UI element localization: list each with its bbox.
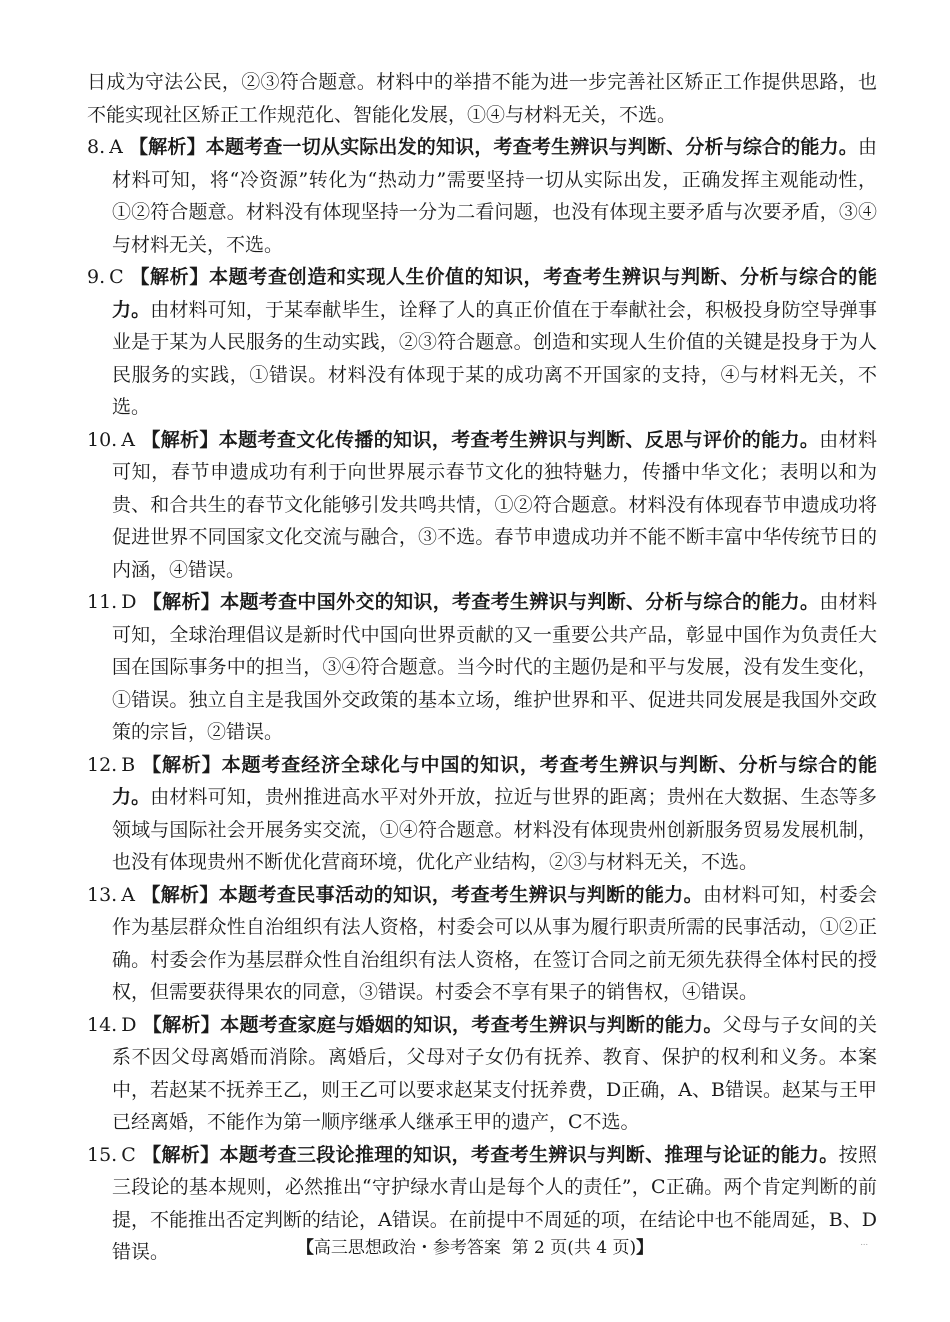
footer-title: 高三思想政治・参考答案 bbox=[313, 1238, 501, 1258]
page-footer bbox=[0, 1233, 950, 1258]
item-body: 由材料可知，春节申遗成功有利于向世界展示春节文化的独特魅力，传播中华文化；表明以和为贵、和合共生的春节文化能够引发共鸣共情，①②符合题意。材料没有体现春节申遗成功将促进世界不同国家文化交流与融合，③不选。春节申遗成功并不能不断丰富中华传统节日的内涵，④错误。 bbox=[112, 428, 877, 581]
item-tag: 【解析】 bbox=[140, 883, 219, 906]
footer-close-bracket: 】 bbox=[636, 1238, 654, 1258]
item-answer: C bbox=[109, 266, 124, 288]
item-tag: 【解析】 bbox=[142, 591, 221, 613]
item-answer: B bbox=[121, 753, 136, 776]
answer-items bbox=[87, 131, 877, 1269]
answer-item bbox=[87, 1009, 877, 1139]
footer-open-bracket: 【 bbox=[296, 1238, 314, 1258]
item-answer: D bbox=[121, 591, 137, 613]
item-tag: 【解析】 bbox=[129, 266, 210, 288]
item-head: 本题考查一切从实际出发的知识，考查考生辨识与判断、分析与综合的能力。 bbox=[205, 136, 858, 158]
item-body: 由材料可知，村委会作为基层群众性自治组织有法人资格，村委会可以从事为履行职责所需的民事活动，①②正确。村委会作为基层群众性自治组织有法人资格，在签订合同之前无须先获得全体村民的授权，但需要获得果农的同意，③错误。村委会不享有果子的销售权，④错误。 bbox=[112, 883, 877, 1003]
item-tag: 【解析】 bbox=[141, 753, 222, 776]
item-tag: 【解析】 bbox=[141, 1143, 220, 1166]
item-body: 按照三段论的基本规则，必然推出“守护绿水青山是每个人的责任”，C正确。两个肯定判断的前提，不能推出否定判断的结论，A错误。在前提中不周延的项，在结论中也不能周延，B、D错误。 bbox=[112, 1143, 877, 1263]
item-number: 10. bbox=[87, 428, 118, 451]
item-number: 12. bbox=[87, 753, 118, 776]
item-number: 14. bbox=[87, 1013, 118, 1036]
answer-item bbox=[87, 131, 877, 261]
item-body: 由材料可知，全球治理倡议是新时代中国向世界贡献的又一重要公共产品，彰显中国作为负责任大国在国际事务中的担当，③④符合题意。当今时代的主题仍是和平与发展，没有发生变化，①错误。独立自主是我国外交政策的基本立场，维护世界和平、促进共同发展是我国外交政策的宗旨，②错误。 bbox=[112, 591, 877, 743]
answer-item bbox=[87, 879, 877, 1009]
item-head: 本题考查中国外交的知识，考查考生辨识与判断、分析与综合的能力。 bbox=[220, 591, 820, 613]
item-tag: 【解析】 bbox=[142, 1013, 221, 1036]
corner-mark: ... bbox=[860, 1238, 868, 1247]
answer-item bbox=[87, 586, 877, 749]
item-number: 9. bbox=[87, 266, 106, 288]
item-number: 11. bbox=[87, 591, 118, 613]
answer-item bbox=[87, 261, 877, 424]
item-number: 13. bbox=[87, 883, 118, 906]
item-head: 本题考查民事活动的知识，考查考生辨识与判断的能力。 bbox=[218, 883, 704, 906]
footer-page-number: 第 2 页(共 4 页) bbox=[511, 1238, 637, 1258]
item-body: 父母与子女间的关系不因父母离婚而消除。离婚后，父母对子女仍有抚养、教育、保护的权利和义务。本案中，若赵某不抚养王乙，则王乙可以要求赵某支付抚养费，D正确，A、B错误。赵某与王甲已经离婚，不能作为第一顺序继承人继承王甲的遗产，C不选。 bbox=[112, 1013, 877, 1133]
item-head: 本题考查经济全球化与中国的知识，考查考生辨识与判断、分析与综合的能力。 bbox=[112, 753, 877, 808]
item-head: 本题考查创造和实现人生价值的知识，考查考生辨识与判断、分析与综合的能力。 bbox=[112, 266, 877, 321]
item-head: 本题考查三段论推理的知识，考查考生辨识与判断、推理与论证的能力。 bbox=[219, 1143, 839, 1166]
item-answer: A bbox=[109, 136, 123, 158]
item-head: 本题考查家庭与婚姻的知识，考查考生辨识与判断的能力。 bbox=[220, 1013, 723, 1036]
item-head: 本题考查文化传播的知识，考查考生辨识与判断、反思与评价的能力。 bbox=[218, 428, 820, 451]
item-number: 15. bbox=[87, 1143, 118, 1166]
item-answer: C bbox=[121, 1143, 136, 1166]
item-body: 由材料可知，将“冷资源”转化为“热动力”需要坚持一切从实际出发，正确发挥主观能动性，①②符合题意。材料没有体现坚持一分为二看问题，也没有体现主要矛盾与次要矛盾，③④与材料无关，不选。 bbox=[112, 136, 877, 256]
answer-content bbox=[87, 66, 877, 1269]
item-answer: A bbox=[121, 883, 135, 906]
item-tag: 【解析】 bbox=[128, 136, 206, 158]
item-answer: A bbox=[121, 428, 135, 451]
item-answer: D bbox=[121, 1013, 137, 1036]
item-tag: 【解析】 bbox=[140, 428, 219, 451]
item-number: 8. bbox=[87, 136, 106, 158]
item-body: 由材料可知，贵州推进高水平对外开放，拉近与世界的距离；贵州在大数据、生态等多领域与国际社会开展务实交流，①④符合题意。材料没有体现贵州创新服务贸易发展机制，也没有体现贵州不断优化营商环境，优化产业结构，②③与材料无关，不选。 bbox=[112, 786, 877, 873]
continuation-paragraph: 日成为守法公民，②③符合题意。材料中的举措不能为进一步完善社区矫正工作提供思路，也不能实现社区矫正工作规范化、智能化发展，①④与材料无关，不选。 bbox=[87, 71, 877, 126]
answer-item bbox=[87, 749, 877, 879]
answer-item bbox=[87, 424, 877, 587]
item-body: 由材料可知，于某奉献毕生，诠释了人的真正价值在于奉献社会，积极投身防空导弹事业是于某为人民服务的生动实践，②③符合题意。创造和实现人生价值的关键是投身于为人民服务的实践，①错误。材料没有体现于某的成功离不开国家的支持，④与材料无关，不选。 bbox=[112, 298, 877, 418]
